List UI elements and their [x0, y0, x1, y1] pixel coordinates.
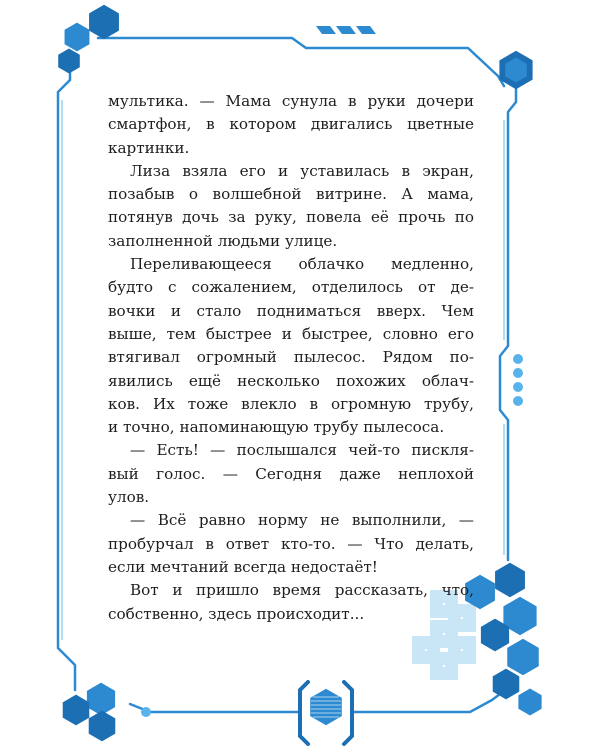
paragraph [108, 253, 474, 439]
text-line: — Всё равно норму не выполнили, — [130, 511, 474, 530]
paragraph [108, 439, 474, 509]
text-line: смартфон, в котором двигались цветные [108, 115, 474, 134]
text-line: ков. Их тоже влекло в огромную трубу, [108, 394, 474, 413]
text-line: выше, тем быстрее и быстрее, словно его [108, 324, 474, 343]
dots-right-icon [513, 354, 523, 406]
hexagon-cluster-bottom-right-icon [465, 563, 542, 716]
paragraph [108, 509, 474, 579]
text-line: — Есть! — послышался чей-то пискля- [130, 441, 474, 460]
text-line: пробурчал в ответ кто-то. — Что делать, [108, 534, 474, 553]
text-line: Лиза взяла его и уставилась в экран, [130, 161, 474, 180]
text-line: картинки. [108, 138, 190, 157]
text-line: мультика. — Мама сунула в руки дочери [108, 92, 474, 110]
text-line: потянув дочь за руку, повела её прочь по [108, 208, 474, 227]
text-line: собственно, здесь происходит... [108, 604, 365, 623]
text-line: заполненной людьми улице. [108, 231, 338, 250]
paragraph [108, 160, 474, 253]
hexagon-top-right-icon [499, 51, 532, 89]
story-text [108, 90, 474, 626]
text-line: и точно, напоминающую трубу пылесоса. [108, 418, 445, 437]
hexagon-emblem-bottom-center-icon [300, 682, 352, 744]
paragraph [108, 579, 474, 626]
text-line: если мечтаний всегда недостаёт! [108, 557, 378, 576]
text-line: вый голос. — Сегодня даже неплохой [108, 464, 474, 483]
text-line: Переливающееся облачко медленно, [130, 255, 474, 274]
text-line: явились ещё несколько похожих облач- [108, 371, 474, 390]
text-line: будто с сожалением, отделилось от де- [108, 278, 474, 297]
text-line: вочки и стало подниматься вверх. Чем [108, 301, 474, 320]
text-line: Вот и пришло время рассказать, что, [130, 581, 474, 600]
text-line: позабыв о волшебной витрине. А мама, [108, 185, 474, 204]
hexagon-cluster-bottom-left-icon [63, 683, 151, 742]
text-line: улов. [108, 488, 150, 507]
text-line: втягивал огромный пылесос. Рядом по- [108, 348, 474, 367]
top-dashes [316, 26, 376, 34]
paragraph [108, 90, 474, 160]
